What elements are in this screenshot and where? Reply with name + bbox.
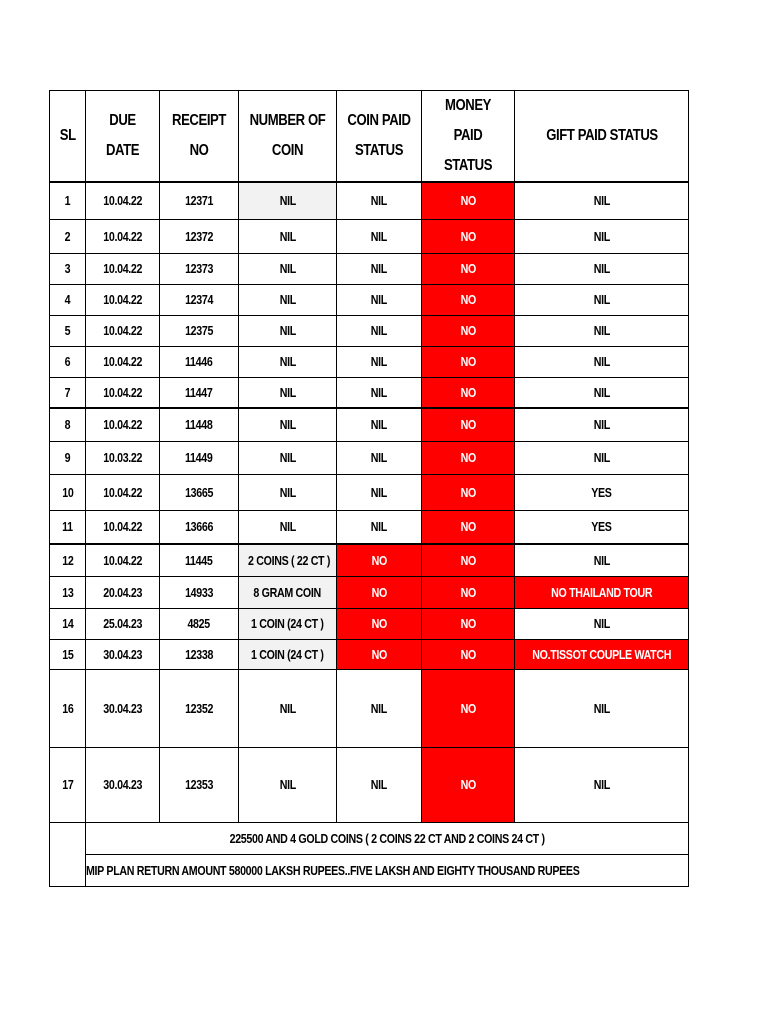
- cell-due-date: 30.04.23: [86, 669, 160, 747]
- cell-due-date: 30.04.23: [86, 639, 160, 669]
- cell-gift-paid-status: YES: [515, 510, 689, 544]
- cell-number-of-coin: NIL: [239, 182, 337, 219]
- cell-number-of-coin: NIL: [239, 219, 337, 253]
- table-row: [50, 315, 689, 346]
- cell-money-paid-status: NO: [422, 284, 515, 315]
- summary-return: MIP PLAN RETURN AMOUNT 580000 LAKSH RUPEES..FIVE LAKSH AND EIGHTY THOUSAND RUPEES: [86, 854, 689, 886]
- cell-number-of-coin: NIL: [239, 253, 337, 284]
- cell-sl: 11: [50, 510, 86, 544]
- cell-due-date: 10.03.22: [86, 441, 160, 474]
- table-row: [50, 219, 689, 253]
- cell-number-of-coin: NIL: [239, 510, 337, 544]
- status-table: [49, 90, 689, 887]
- cell-money-paid-status: NO: [422, 315, 515, 346]
- header-gift-paid-status: GIFT PAID STATUS: [515, 91, 689, 183]
- cell-due-date: 10.04.22: [86, 510, 160, 544]
- cell-sl: 4: [50, 284, 86, 315]
- summary-total-row: [50, 822, 689, 854]
- cell-receipt-no: 13665: [160, 474, 239, 510]
- cell-gift-paid-status: NIL: [515, 284, 689, 315]
- cell-due-date: 10.04.22: [86, 315, 160, 346]
- cell-gift-paid-status: NIL: [515, 253, 689, 284]
- cell-due-date: 10.04.22: [86, 182, 160, 219]
- cell-coin-paid-status: NIL: [337, 219, 422, 253]
- summary-return-row: [50, 854, 689, 886]
- cell-sl: 15: [50, 639, 86, 669]
- table-row: [50, 253, 689, 284]
- cell-sl: 7: [50, 377, 86, 408]
- header-money-paid-status: MONEY PAID STATUS: [422, 91, 515, 183]
- table-row: [50, 377, 689, 408]
- cell-due-date: 10.04.22: [86, 377, 160, 408]
- cell-coin-paid-status: NO: [337, 639, 422, 669]
- cell-due-date: 10.04.22: [86, 219, 160, 253]
- table-row: [50, 639, 689, 669]
- cell-money-paid-status: NO: [422, 544, 515, 576]
- cell-sl: 3: [50, 253, 86, 284]
- cell-gift-paid-status: NIL: [515, 408, 689, 441]
- cell-number-of-coin: NIL: [239, 747, 337, 822]
- cell-receipt-no: 12338: [160, 639, 239, 669]
- cell-receipt-no: 14933: [160, 576, 239, 608]
- table-row: [50, 441, 689, 474]
- cell-coin-paid-status: NO: [337, 608, 422, 639]
- cell-sl: 16: [50, 669, 86, 747]
- cell-coin-paid-status: NO: [337, 544, 422, 576]
- cell-money-paid-status: NO: [422, 408, 515, 441]
- cell-gift-paid-status: NIL: [515, 346, 689, 377]
- cell-gift-paid-status: NIL: [515, 669, 689, 747]
- summary-blank-cell: [50, 822, 86, 854]
- cell-coin-paid-status: NIL: [337, 377, 422, 408]
- cell-money-paid-status: NO: [422, 182, 515, 219]
- cell-number-of-coin: NIL: [239, 284, 337, 315]
- cell-gift-paid-status: NIL: [515, 544, 689, 576]
- table-row: [50, 747, 689, 822]
- cell-due-date: 10.04.22: [86, 408, 160, 441]
- cell-due-date: 10.04.22: [86, 253, 160, 284]
- cell-receipt-no: 11447: [160, 377, 239, 408]
- cell-receipt-no: 11446: [160, 346, 239, 377]
- cell-sl: 6: [50, 346, 86, 377]
- cell-coin-paid-status: NIL: [337, 441, 422, 474]
- cell-sl: 10: [50, 474, 86, 510]
- cell-gift-paid-status: NIL: [515, 747, 689, 822]
- cell-receipt-no: 4825: [160, 608, 239, 639]
- cell-number-of-coin: NIL: [239, 315, 337, 346]
- cell-gift-paid-status: NIL: [515, 377, 689, 408]
- cell-sl: 12: [50, 544, 86, 576]
- cell-due-date: 25.04.23: [86, 608, 160, 639]
- cell-sl: 14: [50, 608, 86, 639]
- cell-money-paid-status: NO: [422, 219, 515, 253]
- cell-receipt-no: 12371: [160, 182, 239, 219]
- cell-money-paid-status: NO: [422, 346, 515, 377]
- summary-total: 225500 AND 4 GOLD COINS ( 2 COINS 22 CT AND 2 COINS 24 CT ): [86, 822, 689, 854]
- cell-number-of-coin: 1 COIN (24 CT ): [239, 639, 337, 669]
- cell-coin-paid-status: NIL: [337, 510, 422, 544]
- cell-number-of-coin: NIL: [239, 408, 337, 441]
- cell-due-date: 30.04.23: [86, 747, 160, 822]
- cell-sl: 9: [50, 441, 86, 474]
- header-receipt-no: RECEIPT NO: [160, 91, 239, 183]
- cell-receipt-no: 11448: [160, 408, 239, 441]
- cell-receipt-no: 12352: [160, 669, 239, 747]
- cell-number-of-coin: NIL: [239, 441, 337, 474]
- cell-sl: 2: [50, 219, 86, 253]
- table-row: [50, 608, 689, 639]
- cell-number-of-coin: 2 COINS ( 22 CT ): [239, 544, 337, 576]
- cell-receipt-no: 12372: [160, 219, 239, 253]
- table-row: [50, 408, 689, 441]
- cell-due-date: 10.04.22: [86, 544, 160, 576]
- cell-money-paid-status: NO: [422, 441, 515, 474]
- table-row: [50, 544, 689, 576]
- cell-number-of-coin: NIL: [239, 377, 337, 408]
- cell-coin-paid-status: NO: [337, 576, 422, 608]
- table-row: [50, 576, 689, 608]
- cell-receipt-no: 11445: [160, 544, 239, 576]
- cell-sl: 5: [50, 315, 86, 346]
- table-row: [50, 669, 689, 747]
- header-due-date: DUE DATE: [86, 91, 160, 183]
- cell-gift-paid-status: YES: [515, 474, 689, 510]
- cell-number-of-coin: 1 COIN (24 CT ): [239, 608, 337, 639]
- cell-money-paid-status: NO: [422, 474, 515, 510]
- summary-blank-cell: [50, 854, 86, 886]
- cell-gift-paid-status: NIL: [515, 441, 689, 474]
- table-row: [50, 182, 689, 219]
- table-row: [50, 284, 689, 315]
- cell-money-paid-status: NO: [422, 377, 515, 408]
- cell-money-paid-status: NO: [422, 253, 515, 284]
- cell-coin-paid-status: NIL: [337, 315, 422, 346]
- cell-receipt-no: 12373: [160, 253, 239, 284]
- header-coin-paid-status: COIN PAID STATUS: [337, 91, 422, 183]
- cell-coin-paid-status: NIL: [337, 346, 422, 377]
- cell-sl: 1: [50, 182, 86, 219]
- table-row: [50, 346, 689, 377]
- cell-receipt-no: 12353: [160, 747, 239, 822]
- header-row: [50, 91, 689, 183]
- cell-sl: 8: [50, 408, 86, 441]
- table-row: [50, 474, 689, 510]
- cell-due-date: 10.04.22: [86, 474, 160, 510]
- cell-number-of-coin: NIL: [239, 474, 337, 510]
- header-sl: SL: [50, 91, 86, 183]
- cell-money-paid-status: NO: [422, 747, 515, 822]
- table-row: [50, 510, 689, 544]
- cell-gift-paid-status: NIL: [515, 182, 689, 219]
- cell-receipt-no: 12374: [160, 284, 239, 315]
- cell-money-paid-status: NO: [422, 510, 515, 544]
- cell-due-date: 20.04.23: [86, 576, 160, 608]
- cell-money-paid-status: NO: [422, 639, 515, 669]
- cell-receipt-no: 12375: [160, 315, 239, 346]
- cell-coin-paid-status: NIL: [337, 669, 422, 747]
- cell-coin-paid-status: NIL: [337, 747, 422, 822]
- cell-coin-paid-status: NIL: [337, 408, 422, 441]
- cell-coin-paid-status: NIL: [337, 182, 422, 219]
- cell-money-paid-status: NO: [422, 608, 515, 639]
- cell-coin-paid-status: NIL: [337, 474, 422, 510]
- cell-receipt-no: 11449: [160, 441, 239, 474]
- cell-gift-paid-status: NIL: [515, 315, 689, 346]
- cell-sl: 17: [50, 747, 86, 822]
- cell-due-date: 10.04.22: [86, 284, 160, 315]
- cell-number-of-coin: 8 GRAM COIN: [239, 576, 337, 608]
- cell-gift-paid-status: NO THAILAND TOUR: [515, 576, 689, 608]
- cell-due-date: 10.04.22: [86, 346, 160, 377]
- cell-gift-paid-status: NIL: [515, 608, 689, 639]
- cell-number-of-coin: NIL: [239, 669, 337, 747]
- cell-money-paid-status: NO: [422, 576, 515, 608]
- cell-number-of-coin: NIL: [239, 346, 337, 377]
- cell-gift-paid-status: NO.TISSOT COUPLE WATCH: [515, 639, 689, 669]
- cell-gift-paid-status: NIL: [515, 219, 689, 253]
- cell-receipt-no: 13666: [160, 510, 239, 544]
- cell-coin-paid-status: NIL: [337, 253, 422, 284]
- cell-money-paid-status: NO: [422, 669, 515, 747]
- cell-sl: 13: [50, 576, 86, 608]
- cell-coin-paid-status: NIL: [337, 284, 422, 315]
- header-number-of-coin: NUMBER OF COIN: [239, 91, 337, 183]
